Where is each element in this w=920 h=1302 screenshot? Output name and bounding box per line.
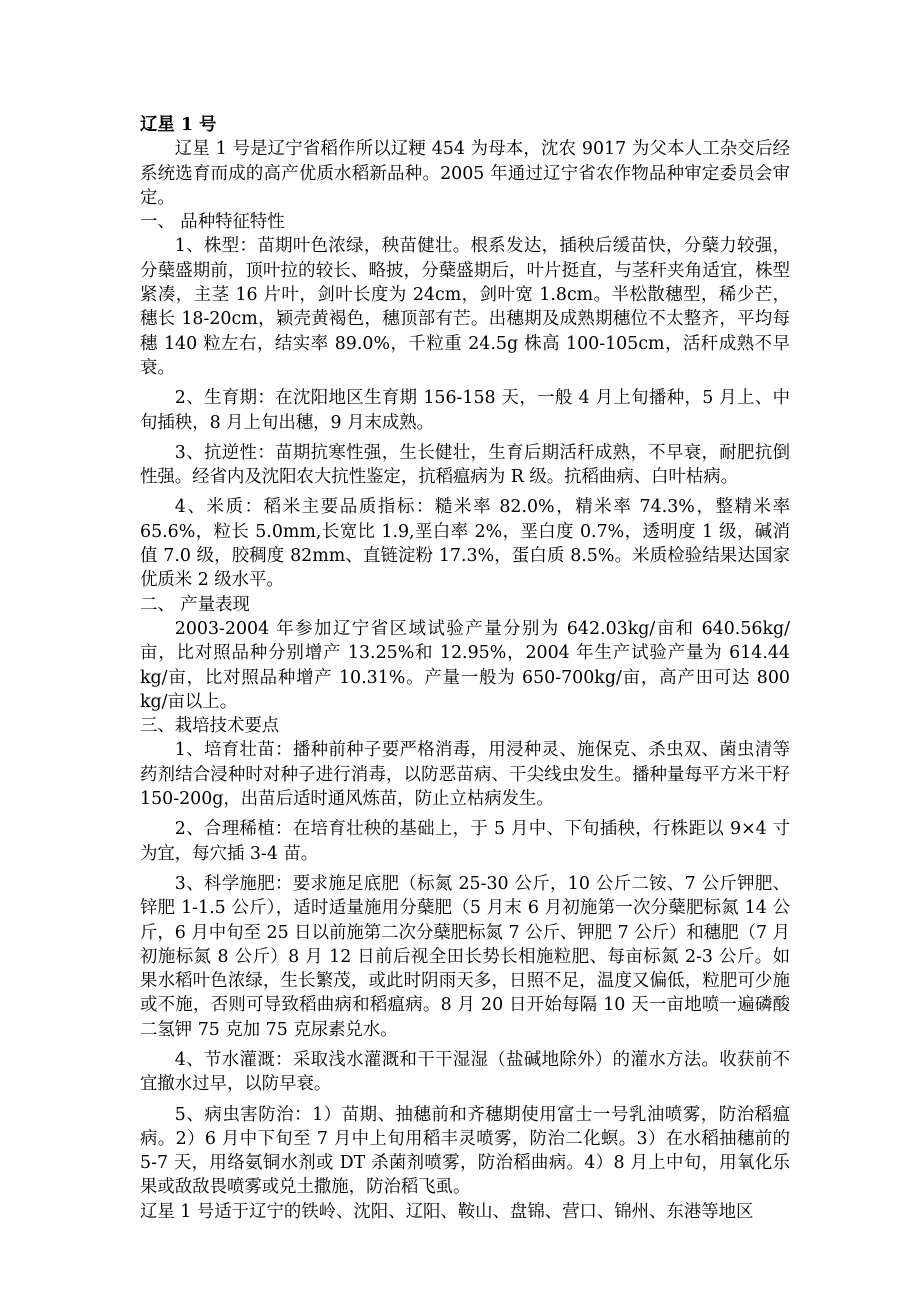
paragraph-fertilization: 3、科学施肥：要求施足底肥（标氮 25-30 公斤，10 公斤二铵、7 公斤钾肥、锌肥 1-1.5 公斤），适时适量施用分蘖肥（5 月末 6 月初施第一次分蘖肥标氮 14 公斤，6 月中旬至 25 日以前施第二次分蘖肥标氮 7 公斤、钾肥 7 公斤）和穗肥（7 月初施标氮 8 公斤）8 月 12 日前后视全田长势长相施粒肥、每亩标氮 2-3 公斤。如果水稻叶色浓绿，生长繁茂，或此时阴雨天多，日照不足，温度又偏低，粒肥可少施或不施，否则可导致稻曲病和稻瘟病。8 月 20 日开始每隔 10 天一亩地喷一遍磷酸二氢钾 75 克加 75 克尿素兑水。 [140,873,790,1040]
paragraph-plant-type: 1、株型：苗期叶色浓绿，秧苗健壮。根系发达，插秧后缓苗快，分蘖力较强，分蘖盛期前，顶叶拉的较长、略披，分蘖盛期后，叶片挺直，与茎秆夹角适宜，株型紧凑，主茎 16 片叶，剑叶长度为 24cm，剑叶宽 1.8cm。半松散穗型，稀少芒，穗长 18-20cm，颖壳黄褐色，穗顶部有芒。出穗期及成熟期穗位不太整齐，平均每穗 140 粒左右，结实率 89.0%，千粒重 24.5g 株高 100-105cm，活秆成熟不早衰。 [140,236,790,378]
paragraph-rice-quality: 4、米质：稻米主要品质指标：糙米率 82.0%，精米率 74.3%，整精米率 65.6%，粒长 5.0mm,长宽比 1.9,垩白率 2%，垩白度 0.7%，透明度 1 级，碱消值 7.0 级，胶稠度 82mm、直链淀粉 17.3%，蛋白质 8.5%。米质检验结果达国家优质米 2 级水平。 [140,497,790,591]
section-heading-cultivation: 三、栽培技术要点 [140,716,280,737]
document-body [140,113,790,1224]
paragraph-suitable-regions: 辽星 1 号适于辽宁的铁岭、沈阳、辽阳、鞍山、盘锦、营口、锦州、东港等地区 [140,1201,754,1222]
document-title: 辽星 1 号 [140,115,217,135]
paragraph-yield: 2003-2004 年参加辽宁省区域试验产量分别为 642.03kg/亩和 640.56kg/亩，比对照品种分别增产 13.25%和 12.95%，2004 年生产试验产量为 614.44 kg/亩，比对照品种增产 10.31%。产量一般为 650-700kg/亩，高产田可达 800 kg/亩以上。 [140,618,790,712]
paragraph-seedlings: 1、培育壮苗：播种前种子要严格消毒，用浸种灵、施保克、杀虫双、菌虫清等药剂结合浸种时对种子进行消毒，以防恶苗病、干尖线虫发生。播种量每平方米干籽 150-200g，出苗后适时通风炼苗，防止立枯病发生。 [140,740,790,810]
paragraph-planting-density: 2、合理稀植：在培育壮秧的基础上，于 5 月中、下旬插秧，行株距以 9×4 寸为宜，每穴插 3-4 苗。 [140,819,790,864]
intro-paragraph: 辽星 1 号是辽宁省稻作所以辽粳 454 为母本，沈农 9017 为父本人工杂交后经系统选育而成的高产优质水稻新品种。2005 年通过辽宁省农作物品种审定委员会审定。 [140,139,790,208]
section-heading-characteristics: 一、 品种特征特性 [140,212,285,233]
paragraph-growth-period: 2、生育期：在沈阳地区生育期 156-158 天，一般 4 月上旬播种，5 月上、中旬插秧，8 月上旬出穗，9 月末成熟。 [140,388,790,433]
paragraph-pest-control: 5、病虫害防治：1）苗期、抽穗前和齐穗期使用富士一号乳油喷雾，防治稻瘟病。2）6 月中下旬至 7 月中上旬用稻丰灵喷雾，防治二化螟。3）在水稻抽穗前的 5-7 天，用络氨铜水剂或 DT 杀菌剂喷雾，防治稻曲病。4）8 月上中旬，用氧化乐果或敌敌畏喷雾或兑土撒施，防治稻飞虱。 [140,1104,790,1198]
section-heading-yield: 二、 产量表现 [140,594,250,615]
paragraph-resistance: 3、抗逆性：苗期抗寒性强，生长健壮，生育后期活秆成熟，不早衰，耐肥抗倒性强。经省内及沈阳农大抗性鉴定，抗稻瘟病为 R 级。抗稻曲病、白叶枯病。 [140,442,790,488]
paragraph-irrigation: 4、节水灌溉：采取浅水灌溉和干干湿湿（盐碱地除外）的灌水方法。收获前不宜撤水过早，以防早衰。 [140,1049,790,1095]
